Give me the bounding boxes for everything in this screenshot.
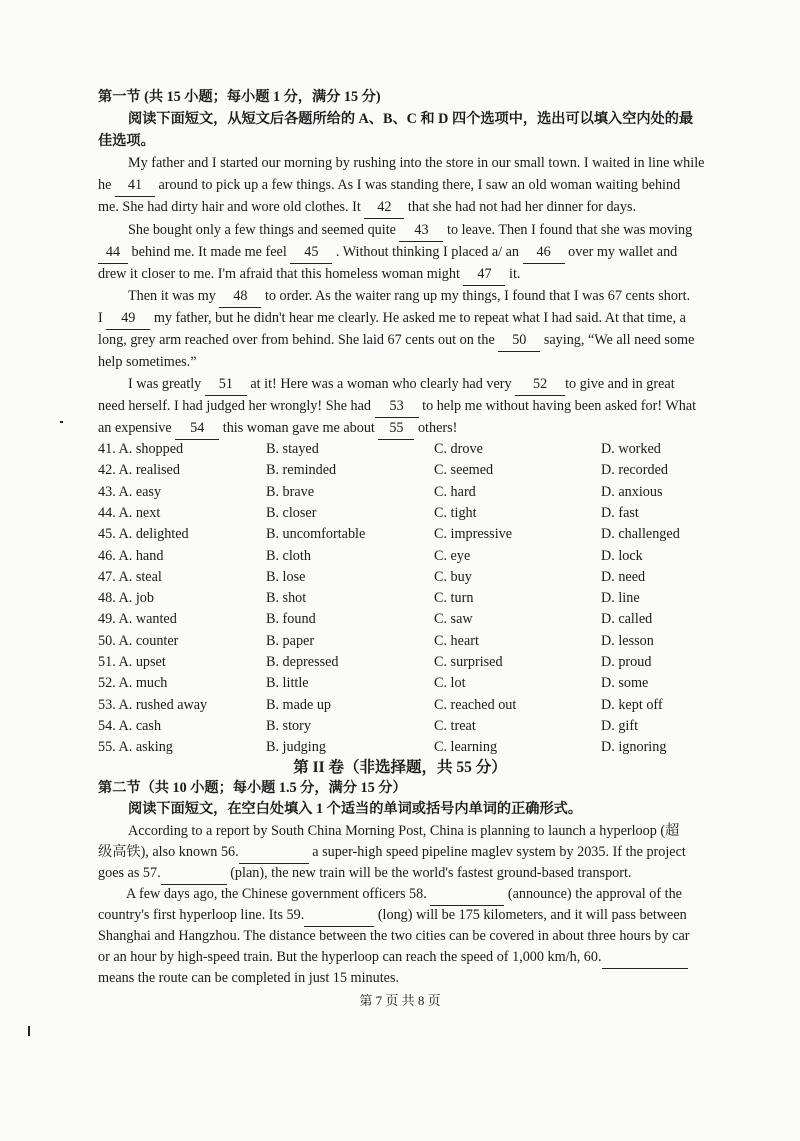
option-c: C. surprised [434, 654, 503, 670]
blank-48: 48 [219, 285, 261, 308]
option-b: B. reminded [266, 462, 337, 479]
passage-text: it. [505, 266, 521, 282]
blank-46: 46 [523, 241, 565, 264]
option-d: D. lesson [601, 632, 654, 649]
option-a: 42. A. realised [98, 462, 180, 479]
passage-text: goes as 57. [98, 865, 161, 881]
option-b: B. depressed [266, 654, 339, 670]
page-footer: 第 7 页 共 8 页 [359, 993, 441, 1008]
passage-text: he [98, 177, 115, 193]
passage-text: at it! Here was a woman who clearly had very [246, 376, 516, 392]
passage-text: to leave. Then I found that she was moving [443, 222, 693, 238]
blank-47: 47 [463, 263, 505, 286]
option-a: 53. A. rushed away [98, 696, 208, 713]
blank-52: 52 [515, 373, 565, 396]
option-row [98, 630, 738, 652]
passage-line [98, 307, 704, 330]
passage-line [98, 196, 704, 219]
blank-54: 54 [175, 417, 219, 440]
blank-42: 42 [364, 196, 404, 219]
option-row [98, 608, 738, 630]
option-c: C. heart [434, 632, 479, 649]
passage-text: an expensive [98, 420, 176, 436]
blank-53: 53 [375, 395, 419, 418]
option-c: C. drove [434, 441, 483, 457]
section2-heading: 第二节（共 10 小题；每小题 1.5 分，满分 15 分） [98, 780, 407, 796]
blank-50: 50 [498, 329, 540, 352]
passage-text: Then it was my [128, 288, 220, 304]
option-d: D. some [601, 675, 649, 692]
option-c: C. reached out [434, 696, 517, 713]
option-row [98, 523, 738, 545]
option-row [98, 459, 738, 481]
passage-text: long, grey arm reached over from behind. She laid 67 cents out on the [98, 332, 499, 348]
option-b: B. judging [266, 739, 326, 756]
option-b: B. closer [266, 504, 317, 521]
passage-text: 级高铁), also known 56. [98, 844, 239, 860]
scan-speck [28, 1026, 30, 1036]
option-b: B. paper [266, 632, 315, 649]
passage-text: around to pick up a few things. As I was standing there, I saw an old woman waiting behind [154, 177, 681, 193]
option-a: 48. A. job [98, 590, 154, 607]
passage-line [98, 241, 704, 264]
option-a: 45. A. delighted [98, 526, 189, 543]
passage-text: She bought only a few things and seemed quite [128, 222, 400, 238]
passage2-line [98, 946, 704, 969]
passage-text: a super-high speed pipeline maglev system by 2035. If the project [308, 844, 686, 860]
option-a: 50. A. counter [98, 632, 179, 649]
option-row [98, 438, 738, 460]
option-d: D. ignoring [601, 739, 667, 756]
passage-text: I [98, 310, 107, 326]
passage-text: over my wallet and [564, 244, 678, 260]
passage2-line [126, 883, 704, 906]
passage-line [128, 373, 704, 396]
passage-text: others! [414, 420, 458, 436]
passage-text: (announce) the approval of the [504, 886, 682, 902]
option-d: D. challenged [601, 526, 680, 543]
blank-58 [430, 883, 504, 906]
option-d: D. recorded [601, 462, 668, 479]
passage2-line: Shanghai and Hangzhou. The distance between the two cities can be covered in about three hours by car [98, 928, 690, 944]
blank-43: 43 [399, 219, 443, 242]
option-c: C. tight [434, 504, 477, 521]
passage2-line: means the route can be completed in just 15 minutes. [98, 970, 400, 986]
passage-text: behind me. It made me feel [128, 244, 291, 260]
passage-line [98, 174, 704, 197]
passage-text: need herself. I had judged her wrongly! She had [98, 398, 375, 414]
passage2-line [98, 904, 704, 927]
option-b: B. brave [266, 483, 315, 500]
option-a: 41. A. shopped [98, 441, 184, 457]
option-b: B. little [266, 675, 309, 692]
blank-56 [239, 841, 309, 864]
passage-line [98, 329, 704, 352]
option-d: D. called [601, 611, 653, 628]
option-d: D. proud [601, 654, 652, 670]
option-a: 44. A. next [98, 504, 161, 521]
option-a: 46. A. hand [98, 547, 164, 564]
option-row [98, 672, 738, 694]
option-d: D. anxious [601, 483, 663, 500]
passage-text: (plan), the new train will be the world's fastest ground-based transport. [226, 865, 632, 881]
option-c: C. eye [434, 547, 471, 564]
passage-line: My father and I started our morning by rushing into the store in our small town. I waited in line while [128, 155, 705, 171]
part2-title: 第 II 卷（非选择题，共 55 分） [293, 759, 507, 776]
option-c: C. saw [434, 611, 473, 628]
passage-line [98, 395, 704, 418]
passage2-line: According to a report by South China Morning Post, China is planning to launch a hyperloop (超 [128, 823, 680, 839]
section1-heading: 第一节 (共 15 小题；每小题 1 分，满分 15 分) [98, 89, 381, 105]
passage-line [98, 263, 704, 286]
option-d: D. line [601, 590, 640, 607]
option-b: B. made up [266, 696, 332, 713]
option-row [98, 715, 738, 737]
passage-text: (long) will be 175 kilometers, and it will pass between [374, 907, 687, 923]
passage-text: A few days ago, the Chinese government officers 58. [126, 886, 431, 902]
passage2-line [98, 841, 704, 864]
passage-text: to help me without having been asked for! What [418, 398, 697, 414]
option-row [98, 694, 738, 716]
section2-instruction: 阅读下面短文，在空白处填入 1 个适当的单词或括号内单词的正确形式。 [128, 801, 583, 817]
option-c: C. hard [434, 483, 476, 500]
option-d: D. kept off [601, 696, 663, 713]
passage-text: saying, “We all need some [540, 332, 695, 348]
option-a: 43. A. easy [98, 483, 162, 500]
option-c: C. seemed [434, 462, 494, 479]
blank-57 [161, 862, 227, 885]
passage-text: me. She had dirty hair and wore old clothes. It [98, 199, 365, 215]
option-d: D. gift [601, 717, 639, 734]
scan-speck [60, 421, 63, 423]
option-d: D. worked [601, 441, 661, 457]
option-c: C. impressive [434, 526, 513, 543]
option-b: B. found [266, 611, 316, 628]
blank-59 [304, 904, 374, 927]
passage-text: this woman gave me about [219, 420, 379, 436]
passage2-line [98, 862, 704, 885]
option-row [98, 481, 738, 503]
passage-text: to give and in great [565, 376, 675, 392]
option-row [98, 502, 738, 524]
blank-55: 55 [378, 417, 414, 440]
passage-text: . Without thinking I placed a/ an [332, 244, 523, 260]
option-a: 54. A. cash [98, 717, 162, 734]
option-d: D. need [601, 568, 646, 585]
passage-line: help sometimes.” [98, 354, 197, 370]
option-d: D. lock [601, 547, 643, 564]
blank-49: 49 [106, 307, 150, 330]
passage-line [128, 285, 704, 308]
passage-text: to order. As the waiter rang up my things, I found that I was 67 cents short. [261, 288, 691, 304]
blank-44: 44 [98, 241, 128, 264]
blank-51: 51 [205, 373, 247, 396]
passage-text: I was greatly [128, 376, 205, 392]
blank-45: 45 [290, 241, 332, 264]
option-d: D. fast [601, 504, 639, 521]
passage-text: that she had not had her dinner for days. [404, 199, 637, 215]
option-row [98, 651, 738, 673]
option-a: 55. A. asking [98, 739, 173, 756]
section1-instruction-1: 阅读下面短文，从短文后各题所给的 A、B、C 和 D 四个选项中，选出可以填入空内处的最 [128, 111, 694, 127]
blank-41: 41 [115, 174, 155, 197]
option-b: B. stayed [266, 441, 319, 457]
passage-text: country's first hyperloop line. Its 59. [98, 907, 305, 923]
option-b: B. cloth [266, 547, 311, 564]
passage-text: drew it closer to me. I'm afraid that this homeless woman might [98, 266, 464, 282]
option-c: C. buy [434, 568, 472, 585]
option-c: C. treat [434, 717, 476, 734]
option-row [98, 587, 738, 609]
option-c: C. learning [434, 739, 498, 756]
passage-text: or an hour by high-speed train. But the hyperloop can reach the speed of 1,000 km/h, 60. [98, 949, 602, 965]
passage-text: my father, but he didn't hear me clearly. He asked me to repeat what I had said. At that time, a [150, 310, 686, 326]
blank-60 [602, 946, 688, 969]
option-a: 51. A. upset [98, 654, 166, 670]
option-b: B. shot [266, 590, 307, 607]
option-c: C. lot [434, 675, 466, 692]
option-a: 49. A. wanted [98, 611, 177, 628]
passage-line [98, 417, 704, 440]
option-row [98, 545, 738, 567]
option-b: B. uncomfortable [266, 526, 366, 543]
option-row [98, 566, 738, 588]
option-a: 52. A. much [98, 675, 168, 692]
option-b: B. story [266, 717, 311, 734]
section1-instruction-2: 佳选项。 [98, 133, 155, 149]
passage-line [128, 219, 704, 242]
option-b: B. lose [266, 568, 306, 585]
option-a: 47. A. steal [98, 568, 162, 585]
option-c: C. turn [434, 590, 474, 607]
